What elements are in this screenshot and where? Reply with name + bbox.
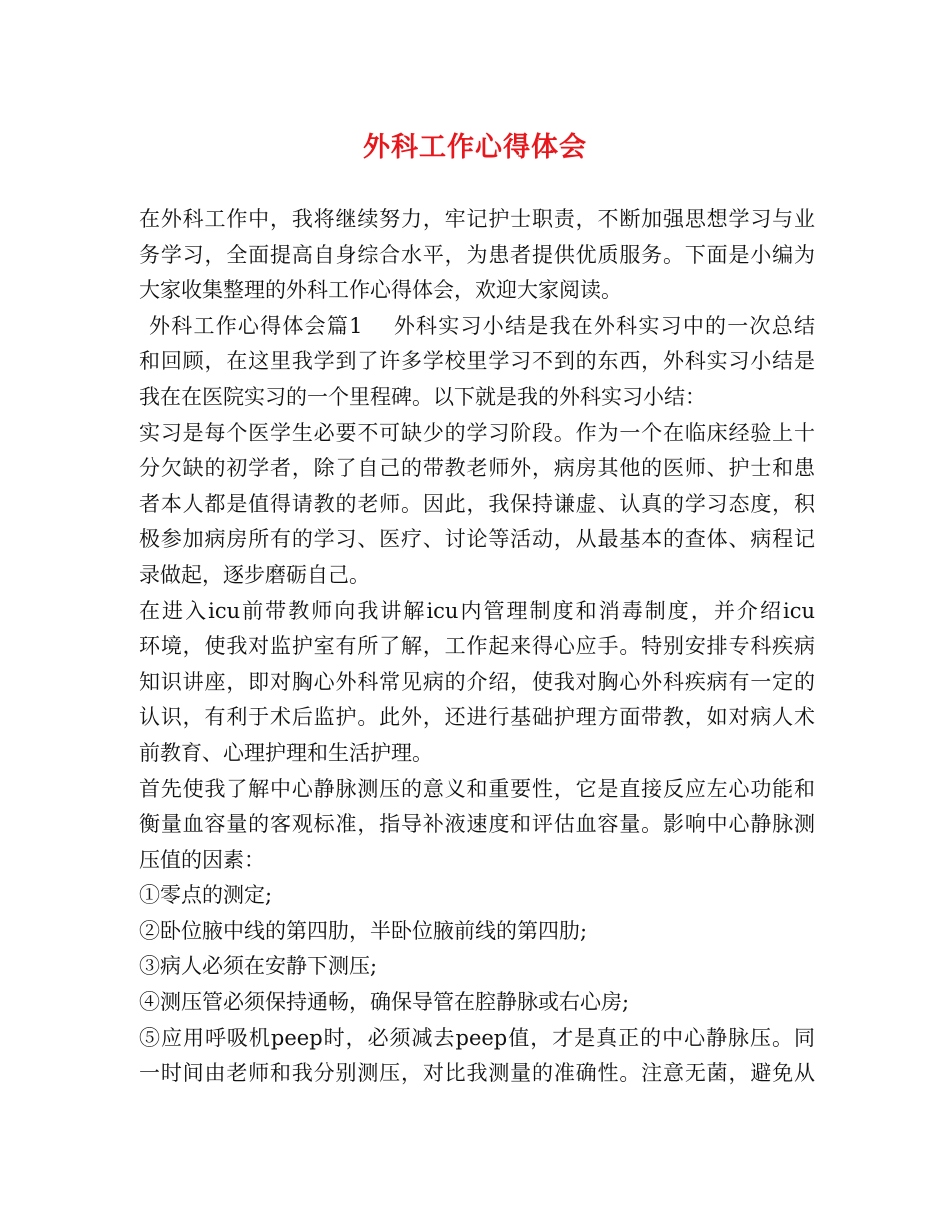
text-line: 录做起，逐步磨砺自己。 (139, 562, 370, 587)
text-line: 大家收集整理的外科工作心得体会，欢迎大家阅读。 (139, 278, 622, 303)
text-line: 极参加病房所有的学习、医疗、讨论等活动，从最基本的查体、病程记 (139, 527, 815, 552)
text-line: ④测压管必须保持通畅，确保导管在腔静脉或右心房; (139, 990, 630, 1015)
text-line: 知识讲座，即对胸心外科常见病的介绍，使我对胸心外科疾病有一定的 (139, 669, 815, 694)
text-line: ①零点的测定; (139, 883, 273, 908)
text-line: ②卧位腋中线的第四肋，半卧位腋前线的第四肋; (139, 918, 588, 943)
text-line: 务学习，全面提高自身综合水平，为患者提供优质服务。下面是小编为 (139, 242, 815, 267)
document-body (139, 202, 815, 1092)
text-line: 衡量血容量的客观标准，指导补液速度和评估血容量。影响中心静脉测 (139, 812, 815, 837)
text-line: 分欠缺的初学者，除了自己的带教老师外，病房其他的医师、护士和患 (139, 456, 815, 481)
text-line: 环境，使我对监护室有所了解，工作起来得心应手。特别安排专科疾病 (139, 634, 815, 659)
text-line: 首先使我了解中心静脉测压的意义和重要性，它是直接反应左心功能和 (139, 776, 815, 801)
text-line: 压值的因素： (139, 847, 265, 872)
text-line: 实习是每个医学生必要不可缺少的学习阶段。作为一个在临床经验上十 (139, 420, 815, 445)
text-line: 在进入icu前带教师向我讲解icu内管理制度和消毒制度，并介绍icu (139, 598, 815, 623)
text-line: ③病人必须在安静下测压; (139, 954, 378, 979)
document-title: 外科工作心得体会 (363, 132, 587, 163)
text-line: 我在在医院实习的一个里程碑。以下就是我的外科实习小结： (139, 384, 706, 409)
text-line: 一时间由老师和我分别测压，对比我测量的准确性。注意无菌，避免从 (139, 1061, 815, 1086)
text-line: 者本人都是值得请教的老师。因此，我保持谦虚、认真的学习态度，积 (139, 491, 815, 516)
text-line: 前教育、心理护理和生活护理。 (139, 740, 433, 765)
text-line: 认识，有利于术后监护。此外，还进行基础护理方面带教，如对病人术 (139, 705, 815, 730)
text-line: 和回顾，在这里我学到了许多学校里学习不到的东西，外科实习小结是 (139, 349, 815, 374)
text-line: 在外科工作中，我将继续努力，牢记护士职责，不断加强思想学习与业 (139, 207, 815, 231)
text-line: ⑤应用呼吸机peep时，必须减去peep值，才是真正的中心静脉压。同 (139, 1025, 815, 1050)
text-line: 外科工作心得体会篇1 外科实习小结是我在外科实习中的一次总结 (149, 313, 815, 338)
